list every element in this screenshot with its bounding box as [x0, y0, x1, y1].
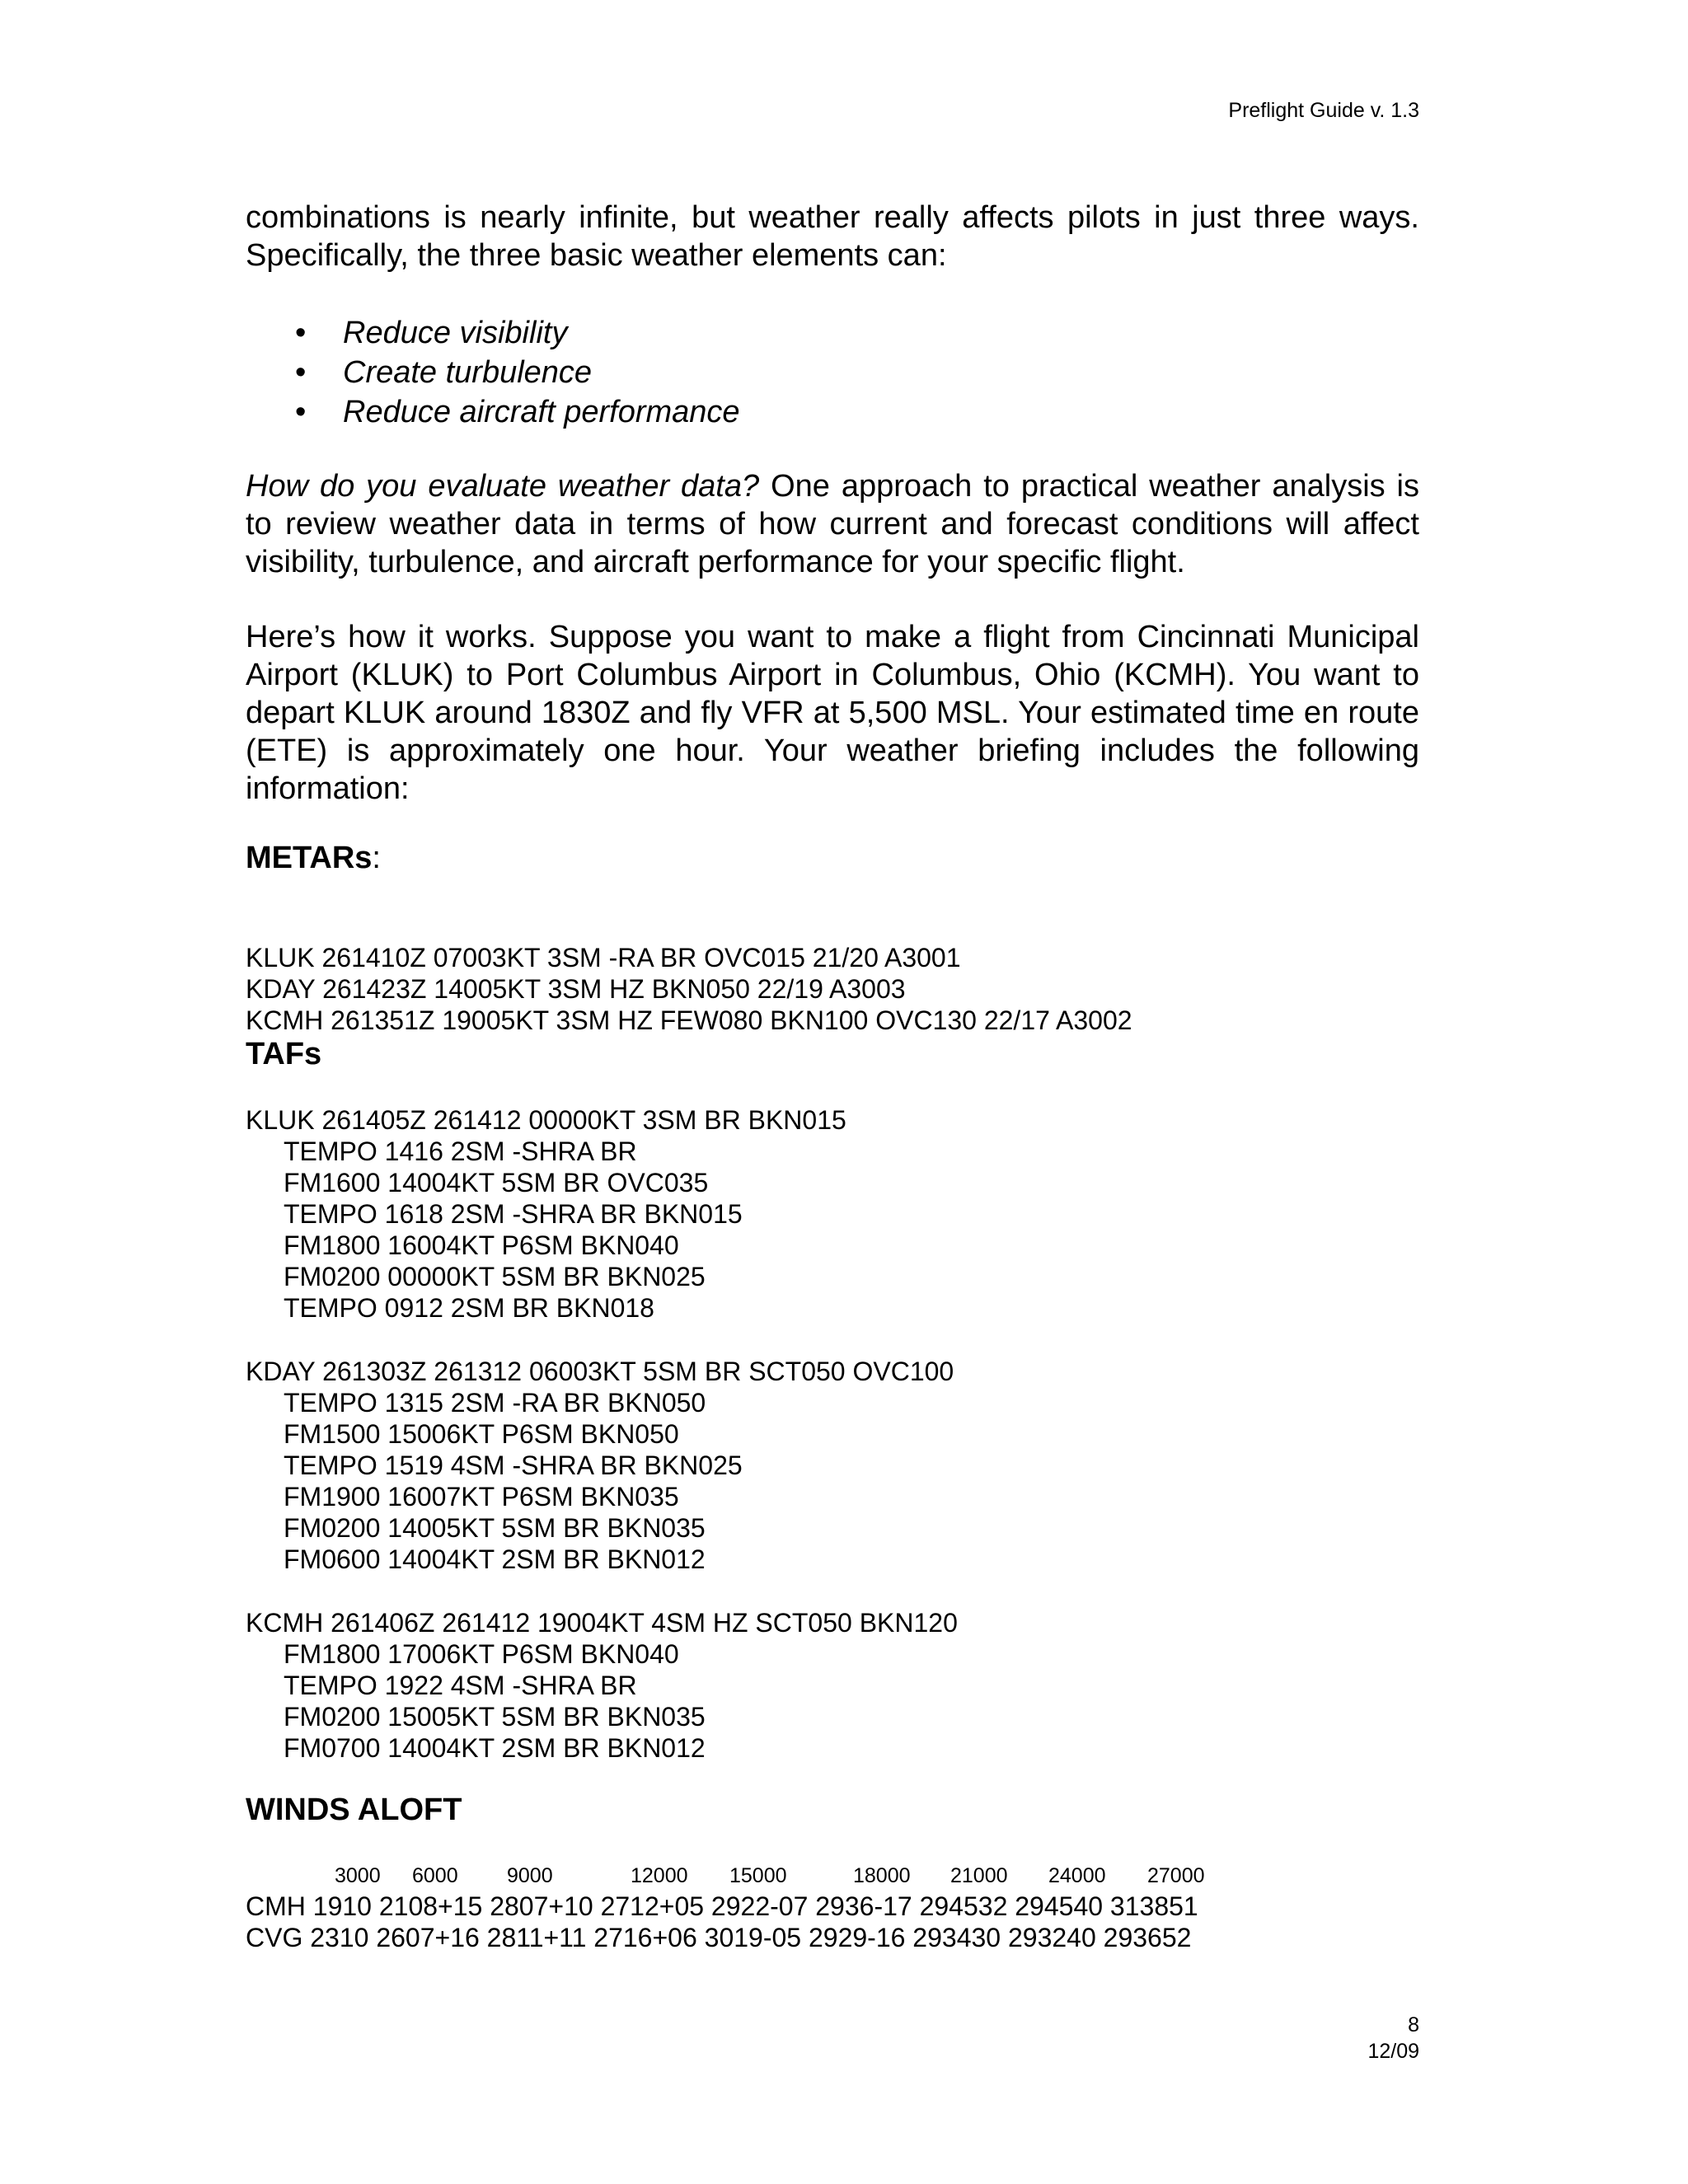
winds-aloft-heading: WINDS ALOFT: [246, 1793, 462, 1827]
altitude-label: 3000: [335, 1864, 381, 1887]
taf-line: FM1900 16007KT P6SM BKN035: [284, 1482, 679, 1511]
taf-line: FM1800 16004KT P6SM BKN040: [284, 1230, 679, 1260]
taf-line: TEMPO 0912 2SM BR BKN018: [284, 1293, 654, 1323]
footer-date: 12/09: [1367, 2040, 1419, 2063]
winds-row-cmh: CMH 1910 2108+15 2807+10 2712+05 2922-07 2936-17 294532 294540 313851: [246, 1891, 1198, 1921]
running-header: Preflight Guide v. 1.3: [1228, 99, 1419, 122]
taf-block-kluk: [246, 1104, 846, 1324]
altitude-label: 6000: [412, 1864, 458, 1887]
altitude-label: 12000: [631, 1864, 688, 1887]
question-text: How do you evaluate weather data?: [246, 469, 760, 504]
taf-line: TEMPO 1315 2SM -RA BR BKN050: [284, 1388, 706, 1418]
taf-block-kcmh: [246, 1607, 958, 1764]
taf-main-line: KCMH 261406Z 261412 19004KT 4SM HZ SCT050 BKN120: [246, 1608, 958, 1638]
metar-line: KCMH 261351Z 19005KT 3SM HZ FEW080 BKN100 OVC130 22/17 A3002: [246, 1005, 1132, 1035]
altitude-label: 18000: [853, 1864, 911, 1887]
metar-line: KDAY 261423Z 14005KT 3SM HZ BKN050 22/19 A3003: [246, 974, 906, 1004]
metars-block: [246, 911, 1132, 1067]
metars-heading-label: METARs: [246, 841, 373, 875]
taf-line: FM0200 00000KT 5SM BR BKN025: [284, 1262, 706, 1291]
taf-line: TEMPO 1922 4SM -SHRA BR: [284, 1671, 637, 1700]
weather-effects-list: [295, 313, 740, 432]
list-item: • Reduce aircraft performance: [295, 392, 740, 432]
altitude-label: 24000: [1048, 1864, 1106, 1887]
altitude-label: 15000: [729, 1864, 787, 1887]
altitude-label: 9000: [507, 1864, 553, 1887]
taf-line: FM0200 15005KT 5SM BR BKN035: [284, 1702, 706, 1732]
list-item: • Reduce visibility: [295, 313, 740, 353]
taf-line: TEMPO 1618 2SM -SHRA BR BKN015: [284, 1199, 743, 1229]
page-number: 8: [1408, 2013, 1419, 2036]
taf-line: TEMPO 1519 4SM -SHRA BR BKN025: [284, 1451, 743, 1480]
taf-line: FM0700 14004KT 2SM BR BKN012: [284, 1733, 706, 1763]
taf-main-line: KDAY 261303Z 261312 06003KT 5SM BR SCT050 OVC100: [246, 1357, 954, 1386]
metars-heading: [246, 841, 381, 876]
altitude-label: 21000: [950, 1864, 1008, 1887]
evaluation-paragraph: [246, 467, 1419, 581]
taf-line: FM1500 15006KT P6SM BKN050: [284, 1419, 679, 1449]
taf-line: TEMPO 1416 2SM -SHRA BR: [284, 1137, 637, 1166]
metars-heading-colon: :: [372, 841, 381, 875]
list-item: • Create turbulence: [295, 353, 740, 392]
taf-block-kday: [246, 1356, 954, 1575]
taf-line: FM0600 14004KT 2SM BR BKN012: [284, 1544, 706, 1574]
tafs-heading: TAFs: [246, 1037, 322, 1071]
taf-line: FM0200 14005KT 5SM BR BKN035: [284, 1513, 706, 1543]
taf-main-line: KLUK 261405Z 261412 00000KT 3SM BR BKN015: [246, 1105, 846, 1135]
intro-paragraph: combinations is nearly infinite, but weather really affects pilots in just three ways. Specifically, the three basic weather elements can:: [246, 200, 1419, 273]
winds-row-cvg: CVG 2310 2607+16 2811+11 2716+06 3019-05 2929-16 293430 293240 293652: [246, 1923, 1192, 1952]
taf-line: FM1600 14004KT 5SM BR OVC035: [284, 1168, 709, 1197]
metar-line: KLUK 261410Z 07003KT 3SM -RA BR OVC015 21/20 A3001: [246, 943, 961, 972]
altitude-label: 27000: [1147, 1864, 1205, 1887]
paragraph-text: One approach to practical weather analysis is to review weather data in terms of how current and forecast conditions will affect visibility, turbulence, and aircraft performance for your specific flight.: [246, 469, 1420, 579]
scenario-paragraph: Here’s how it works. Suppose you want to make a flight from Cincinnati Municipal Airport (KLUK) to Port Columbus Airport in Columbus, Ohio (KCMH). You want to depart KLUK around 1830Z and fly VFR at 5,500 MSL. Your estimated time en route (ETE) is approximately one hour. Your weather briefing includes the following information:: [246, 620, 1419, 806]
taf-line: FM1800 17006KT P6SM BKN040: [284, 1639, 679, 1669]
